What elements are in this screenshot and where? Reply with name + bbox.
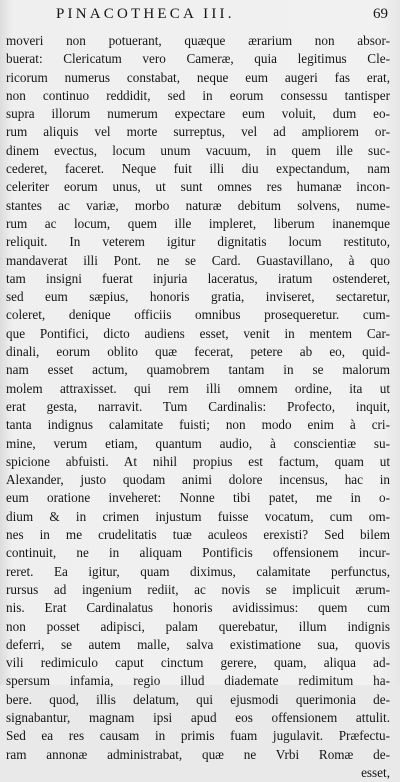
text-line: signabantur, magnam ipsi apud eos offensionem attulit. (6, 709, 390, 725)
text-line: moveri non potuerant, quæque ærarium non absor- (6, 33, 390, 48)
text-line: non posset adipisci, palam querebatur, illum indignis (6, 618, 390, 634)
text-line: Alexander, justo quodam animi dolore incensus, hac in (6, 472, 390, 488)
text-line: rum aliquis vel morte surreptus, vel ad ampliorem or- (6, 124, 390, 140)
running-head: PINACOTHECA III. (56, 6, 235, 22)
text-line: Sed ea res causam in primis fuam jugulavit. Præfectu- (6, 728, 390, 744)
text-line: sed eum sæpius, honoris gratia, inviseret, sectaretur, (6, 289, 390, 305)
text-line: nam esset actum, quamobrem tantam in se malorum (6, 362, 390, 378)
text-line: mandaverat illi Pont. ne se Card. Guastavillano, à quo (6, 252, 390, 268)
text-line: stantes ac variæ, morbo naturæ debitum solvens, nume- (6, 197, 390, 213)
text-line: vili redimiculo caput cinctum gerere, quam, aliqua ad- (6, 655, 390, 671)
text-line: bere. quod, illis delatum, qui ejusmodi querimonia de- (6, 691, 390, 707)
text-line: reret. Ea igitur, quam diximus, calamitate perfunctus, (6, 563, 390, 579)
text-line: dium & in crimen injustum fuisse vocatum, cum om- (6, 508, 390, 524)
text-line: ram annonæ administrabat, quæ ne Vrbi Romæ de- (6, 746, 390, 762)
text-line: ricorum numerus constabat, neque eum augeri fas erat, (6, 69, 390, 85)
text-line: non continuo reddidit, sed in eorum consessu tantisper (6, 87, 390, 103)
text-line: coleret, denique officiis omnibus prosequeretur. cum- (6, 307, 390, 323)
text-line: supra illorum numerum expectare eum voluit, dum eo- (6, 106, 390, 122)
page-header (56, 6, 388, 28)
body-text (6, 32, 390, 782)
text-line: rursus ad ingenium rediit, ac novis se implicuit ærum- (6, 581, 390, 597)
text-line: molem attraxisset. qui rem illi omnem ordine, ita ut (6, 380, 390, 396)
text-line: mine, verum etiam, quantum audio, à conscientiæ su- (6, 435, 390, 451)
text-line: continuit, ne in aliquam Pontificis offensionem incur- (6, 545, 390, 561)
text-line: dinem evectus, locum unum vacuum, in quem ille suc- (6, 142, 390, 158)
text-line: nis. Erat Cardinalatus honoris avidissimus: quem cum (6, 600, 390, 616)
text-line: tam insigni fuerat injuria laceratus, iratum ostenderet, (6, 270, 390, 286)
text-line: tanta indignus calamitate fuisti; non modo enim à cri- (6, 417, 390, 433)
page-number: 69 (373, 6, 388, 22)
text-line: celeriter eorum unus, ut sunt omnes res humanæ incon- (6, 179, 390, 195)
text-line: cederet, faceret. Neque fuit illi diu expectandum, nam (6, 161, 390, 177)
text-line: spicione abfuisti. At nihil propius est factum, quam ut (6, 453, 390, 469)
text-line: rum ac locum, quem ille impleret, liberum inanemque (6, 215, 390, 231)
text-line: esset, (361, 764, 390, 780)
text-line: eum oratione inveheret: Nonne tibi patet, me in o- (6, 490, 390, 506)
text-line: spersum infamia, regio illud diademate redimitum ha- (6, 673, 390, 689)
text-line: buerat: Clericatum vero Cameræ, quia legitimus Cle- (6, 51, 390, 67)
text-line: dinali, eorum oblito quæ fecerat, petere ab eo, quid- (6, 344, 390, 360)
text-line: erat gesta, narravit. Tum Cardinalis: Profecto, inquit, (6, 398, 390, 414)
text-line: nes in me crudelitatis tuæ aculeos erexisti? Sed bilem (6, 527, 390, 543)
text-line: que Pontifici, dicto audiens esset, venit in mentem Car- (6, 325, 390, 341)
text-line: reliquit. In veterem igitur dignitatis locum restituto, (6, 234, 390, 250)
text-line: deferri, se autem malle, salva existimatione sua, quovis (6, 636, 390, 652)
